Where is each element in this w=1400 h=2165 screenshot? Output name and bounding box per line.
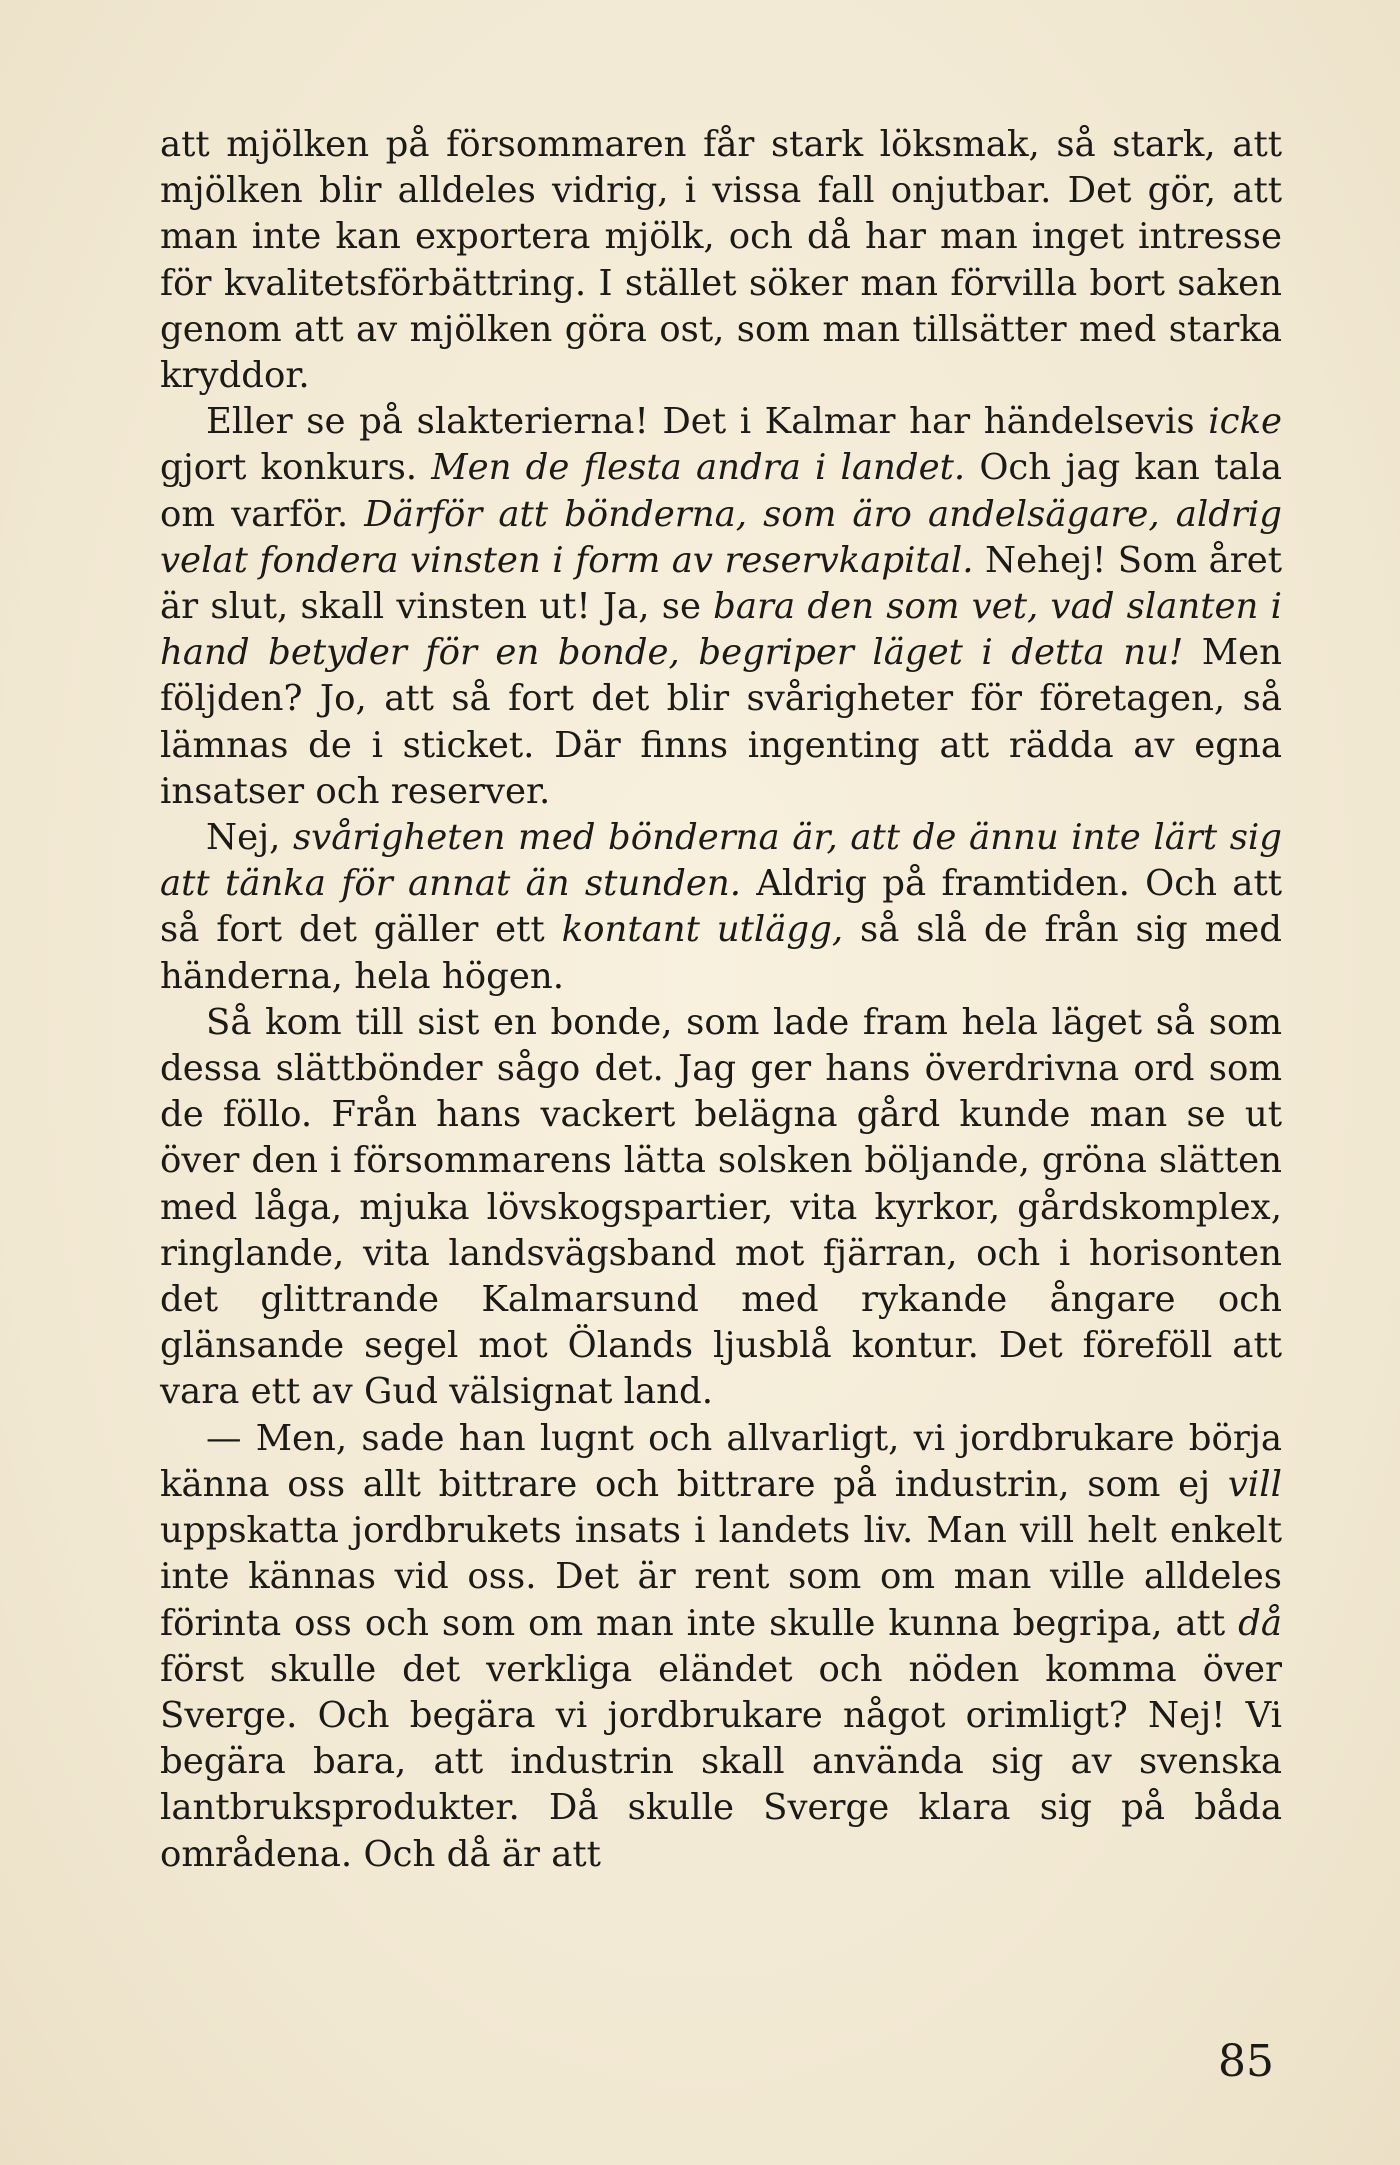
text-segment: så slå de från sig med händerna, hela högen. <box>160 909 1283 997</box>
italic-segment: bara den som vet, vad slanten i hand betyder för en bonde, begriper läget i detta nu! <box>160 586 1282 674</box>
italic-segment: svårigheten med bönderna är, att de ännu inte lärt sig att tänka för annat än stunden. <box>160 817 1282 905</box>
paragraph <box>160 399 1282 815</box>
italic-segment: Men de flesta andra i landet. <box>431 447 966 489</box>
text-segment: Nehej! Som året är slut, skall vinsten ut! Ja, se <box>160 539 1283 628</box>
text-segment: först skulle det verkliga eländet och nöden komma över Sverge. Och begära vi jordbrukare något orimligt? Nej! Vi begära bara, att industrin skall använda sig av svenska lantbruksprodukter. Då skulle Sverge klara sig på båda områdena. Och då är att <box>160 1648 1282 1875</box>
paragraph <box>160 1000 1282 1416</box>
text-segment: Men följden? Jo, att så fort det blir svårigheter för företagen, så lämnas de i sticket. Där finns ingenting att rädda av egna insatser och reserver. <box>160 632 1282 812</box>
paragraph <box>160 815 1282 1000</box>
italic-segment: Därför att bönderna, som äro andelsägare, aldrig velat fondera vinsten i form av reservkapital. <box>160 493 1282 581</box>
body-text <box>160 122 1282 1878</box>
text-segment: Eller se på slakterierna! Det i Kalmar har händelsevis <box>206 401 1209 443</box>
text-segment: gjort konkurs. <box>160 447 432 489</box>
text-segment: — Men, sade han lugnt och allvarligt, vi jordbrukare börja känna oss allt bittrare och bittrare på industrin, som ej <box>160 1417 1282 1505</box>
text-segment: Nej, <box>206 817 293 859</box>
italic-segment: då <box>1238 1602 1282 1644</box>
italic-segment: vill <box>1227 1463 1282 1505</box>
paragraph <box>160 1416 1282 1878</box>
italic-segment: icke <box>1208 401 1282 443</box>
text-segment: uppskatta jordbrukets insats i landets liv. Man vill helt enkelt inte kännas vid oss. Det är rent som om man ville alldeles förinta oss och som om man inte skulle kunna begripa, att <box>160 1510 1282 1644</box>
text-segment: Så kom till sist en bonde, som lade fram hela läget så som dessa slättbönder sågo det. Jag ger hans överdrivna ord som de föllo. Från hans vackert belägna gård kunde man se ut över den i försommarens lätta solsken böljande, gröna slätten med låga, mjuka lövskogspartier, vita kyrkor, gårdskomplex, ringlande, vita landsvägsband mot fjärran, och i horisonten det glittrande Kalmarsund med rykande ångare och glänsande segel mot Ölands ljusblå kontur. Det föreföll att vara ett av Gud välsignat land. <box>160 1001 1282 1413</box>
paragraph <box>160 122 1282 399</box>
text-segment: Och jag kan tala om varför. <box>160 447 1282 535</box>
text-segment: Aldrig på framtiden. Och att så fort det gäller ett <box>160 863 1283 951</box>
italic-segment: kontant utlägg, <box>561 909 844 951</box>
text-segment: att mjölken på försommaren får stark löksmak, så stark, att mjölken blir alldeles vidrig, i vissa fall onjutbar. Det gör, att man inte kan exportera mjölk, och då har man inget intresse för kvalitetsförbättring. I stället söker man förvilla bort saken genom att av mjölken göra ost, som man tillsätter med starka kryddor. <box>160 124 1282 397</box>
page-number: 85 <box>1218 2036 1274 2087</box>
